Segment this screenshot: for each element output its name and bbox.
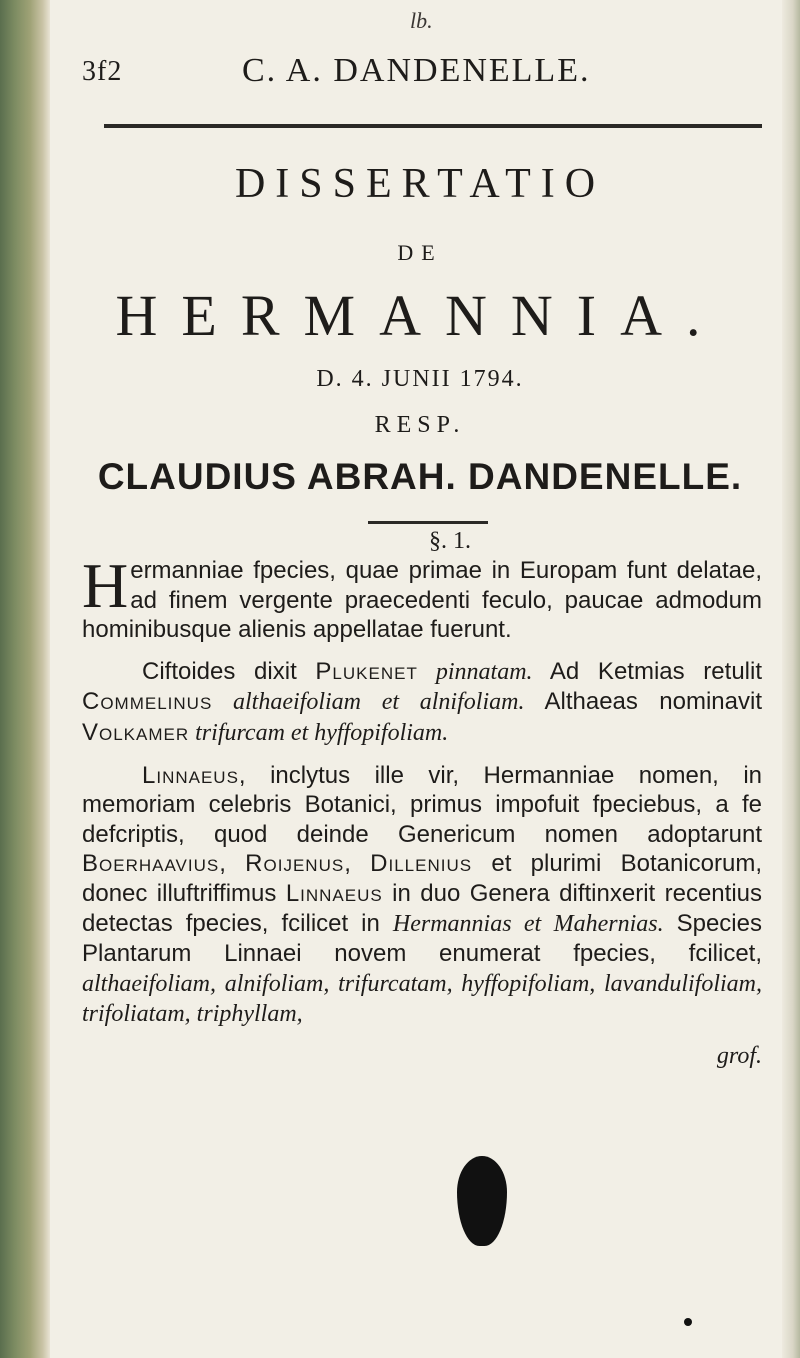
page-header — [82, 52, 762, 102]
running-head: C. A. DANDENELLE. — [242, 52, 591, 89]
ink-blot — [457, 1156, 507, 1246]
paragraph-3: Linnaeus, inclytus ille vir, Hermanniae nomen, in memoriam celebris Botanici, primus impofuit fpeciebus, a fe defcriptis, quod deinde Genericum nomen adoptarunt Boerhaavius, Roijenus, Dillenius et plurimi Botanicorum, donec illuftriffimus Linnaeus in duo Genera diftinxerit recentius detectas fpecies, fcilicet in Hermannias et Mahernias. Species Plantarum Linnaei novem enumerat fpecies, fcilicet, althaeifoliam, alnifoliam, trifurcatam, hyffopifoliam, lavandulifoliam, trifoliatam, triphyllam, — [82, 761, 763, 1028]
catchword: grof. — [716, 1042, 762, 1069]
page-right-edge — [782, 0, 800, 1358]
paragraph-2: Ciftoides dixit Plukenet pinnatam. Ad Ketmias retulit Commelinus althaeifoliam et alnifoliam. Althaeas nominavit Volkamer trifurcam et hyffopifoliam. — [82, 657, 762, 746]
section-number: §. 1. — [429, 528, 471, 554]
ink-dot — [684, 1318, 692, 1326]
title-date: D. 4. JUNII 1794. — [316, 366, 524, 392]
header-rule — [104, 124, 762, 128]
paragraph-1: Hermanniae fpecies, quae primae in Europam funt delatae, ad finem vergente praecedenti feculo, paucae admodum hominibusque alienis appellatae fuerunt. — [82, 550, 762, 644]
body-text — [82, 550, 763, 1072]
title-author: CLAUDIUS ABRAH. DANDENELLE. — [97, 456, 743, 497]
drop-cap: H — [82, 550, 129, 621]
title-de: DE — [397, 240, 443, 265]
title-dissertatio: DISSERTATIO — [234, 161, 606, 207]
book-binding-edge — [0, 0, 50, 1358]
title-rule — [368, 521, 488, 524]
title-hermannia: HERMANNIA. — [115, 283, 725, 348]
title-resp: RESP. — [374, 412, 466, 438]
handwritten-mark: lb. — [410, 8, 433, 33]
page-number: 3f2 — [82, 56, 123, 87]
